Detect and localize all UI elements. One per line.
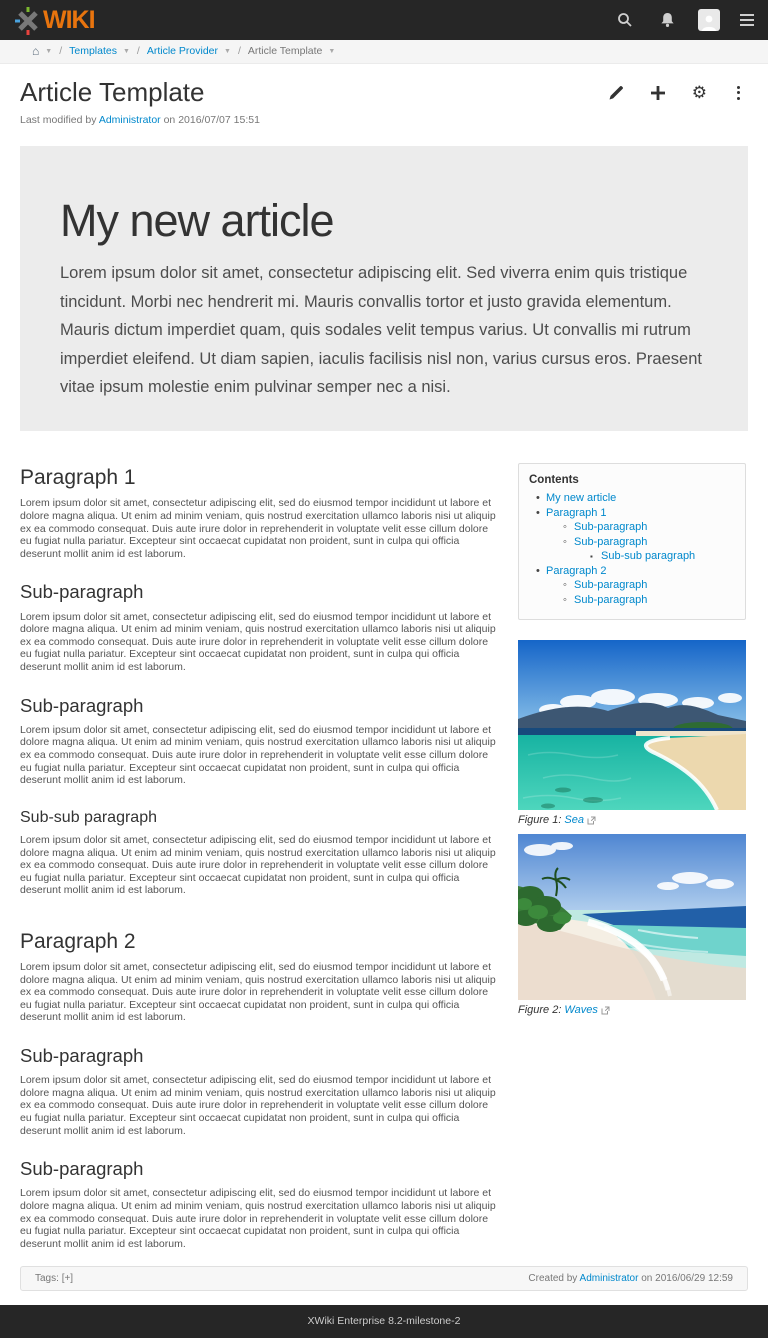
section-heading: Sub-paragraph xyxy=(20,1045,144,1067)
chevron-down-icon[interactable]: ▼ xyxy=(328,47,336,55)
chevron-down-icon[interactable]: ▼ xyxy=(45,47,53,55)
toc-item: ▪ Sub-sub paragraph xyxy=(529,549,735,564)
modified-prefix: Last modified by xyxy=(20,113,97,126)
top-bar xyxy=(0,0,768,40)
modified-user-link[interactable]: Administrator xyxy=(98,113,161,126)
settings-gear-icon[interactable]: ⚙ xyxy=(691,83,707,102)
created-user-link[interactable]: Administrator xyxy=(579,1273,639,1285)
section-sub-paragraph xyxy=(20,695,500,787)
xwiki-logo[interactable] xyxy=(14,5,95,35)
figure-waves xyxy=(518,834,746,1016)
drawer-menu-icon[interactable] xyxy=(740,14,754,26)
section-text: Lorem ipsum dolor sit amet, consectetur adipiscing elit, sed do eiusmod tempor incididunt ut labore et dolore magna aliqua. Ut enim ad minim veniam, quis nostrud exercitation ullamco laboris nisi ut aliquip ex ea commodo consequat. Duis aute irure dolor in reprehenderit in voluptate velit esse cillum dolore eu fugiat nulla pariatur. Excepteur sint occaecat cupidatat non proident, sunt in culpa qui officia deserunt mollit anim id est laborum. xyxy=(20,610,496,673)
more-actions-kebab-icon[interactable] xyxy=(733,85,744,101)
toc-item: • My new article xyxy=(529,491,735,506)
waves-beach-image xyxy=(518,834,746,1000)
section-text: Lorem ipsum dolor sit amet, consectetur adipiscing elit, sed do eiusmod tempor incididunt ut labore et dolore magna aliqua. Ut enim ad minim veniam, quis nostrud exercitation ullamco laboris nisi ut aliquip ex ea commodo consequat. Duis aute irure dolor in reprehenderit in voluptate velit esse cillum dolore eu fugiat nulla pariatur. Excepteur sint occaecat cupidatat non proident, sunt in culpa qui officia deserunt mollit anim id est laborum. xyxy=(20,833,496,897)
section-paragraph-1 xyxy=(20,465,500,560)
figure-caption xyxy=(518,814,746,826)
modified-suffix: on 2016/07/07 15:51 xyxy=(163,113,260,126)
section-sub-paragraph xyxy=(20,581,500,673)
home-icon[interactable]: ⌂ xyxy=(32,44,40,58)
search-icon[interactable] xyxy=(614,9,636,31)
figure-label: Figure 2: xyxy=(518,1004,562,1017)
doc-actions xyxy=(608,84,744,101)
external-link-icon xyxy=(601,1006,610,1015)
article-body xyxy=(20,463,500,1250)
section-paragraph-2 xyxy=(20,929,500,1024)
toc-item: • Paragraph 2 xyxy=(529,564,735,579)
user-avatar[interactable] xyxy=(698,9,720,31)
section-text: Lorem ipsum dolor sit amet, consectetur adipiscing elit, sed do eiusmod tempor incididunt ut labore et dolore magna aliqua. Ut enim ad minim veniam, quis nostrud exercitation ullamco laboris nisi ut aliquip ex ea commodo consequat. Duis aute irure dolor in reprehenderit in voluptate velit esse cillum dolore eu fugiat nulla pariatur. Excepteur sint occaecat cupidatat non proident, sunt in culpa qui officia deserunt mollit anim id est laborum. xyxy=(20,497,496,560)
version-text: XWiki Enterprise 8.2-milestone-2 xyxy=(307,1315,461,1328)
toc-item: • Paragraph 1 xyxy=(529,506,735,521)
brand-text: WIKI xyxy=(43,5,95,34)
sidebar xyxy=(518,463,746,1016)
edit-pencil-icon[interactable] xyxy=(608,85,624,101)
tags-area xyxy=(35,1273,73,1284)
figure-label: Figure 1: xyxy=(518,814,562,827)
section-heading: Sub-paragraph xyxy=(20,1158,144,1180)
section-text: Lorem ipsum dolor sit amet, consectetur adipiscing elit, sed do eiusmod tempor incididunt ut labore et dolore magna aliqua. Ut enim ad minim veniam, quis nostrud exercitation ullamco laboris nisi ut aliquip ex ea commodo consequat. Duis aute irure dolor in reprehenderit in voluptate velit esse cillum dolore eu fugiat nulla pariatur. Excepteur sint occaecat cupidatat non proident, sunt in culpa qui officia deserunt mollit anim id est laborum. xyxy=(20,1074,496,1137)
breadcrumb xyxy=(0,40,768,64)
breadcrumb-separator: / xyxy=(59,45,63,57)
section-sub-paragraph xyxy=(20,1158,500,1250)
xwiki-x-icon xyxy=(14,5,42,35)
section-heading: Paragraph 1 xyxy=(20,466,136,490)
section-sub-paragraph xyxy=(20,1045,500,1137)
add-tag-button[interactable]: [+] xyxy=(61,1273,74,1285)
document-meta-bar xyxy=(20,1266,748,1291)
site-footer xyxy=(0,1305,768,1338)
section-heading: Paragraph 2 xyxy=(20,929,136,953)
section-heading: Sub-paragraph xyxy=(20,694,144,716)
section-text: Lorem ipsum dolor sit amet, consectetur adipiscing elit, sed do eiusmod tempor incididunt ut labore et dolore magna aliqua. Ut enim ad minim veniam, quis nostrud exercitation ullamco laboris nisi ut aliquip ex ea commodo consequat. Duis aute irure dolor in reprehenderit in voluptate velit esse cillum dolore eu fugiat nulla pariatur. Excepteur sint occaecat cupidatat non proident, sunt in culpa qui officia deserunt mollit anim id est laborum. xyxy=(20,723,496,787)
toc-item: ◦ Sub-paragraph xyxy=(529,593,735,608)
chevron-down-icon[interactable]: ▼ xyxy=(224,47,231,55)
hero-body: Lorem ipsum dolor sit amet, consectetur adipiscing elit. Sed viverra enim quis tristique tincidunt. Morbi nec hendrerit mi. Mauris convallis tortor et justo gravida elementum. Mauris dictum imperdiet quam, quis sodales velit tempus varius. Ut convallis mi rutrum imperdiet eleifend. Ut diam sapien, iaculis facilisis nisl non, varius cursus eros. Praesent vitae ipsum molestie enim pulvinar semper nec a nisi. xyxy=(60,264,702,396)
chevron-down-icon[interactable]: ▼ xyxy=(122,47,130,55)
tags-label: Tags: xyxy=(35,1273,59,1285)
table-of-contents xyxy=(518,463,746,620)
section-sub-sub-paragraph xyxy=(20,808,500,897)
created-prefix: Created by xyxy=(528,1273,578,1285)
breadcrumb-separator: / xyxy=(136,45,140,57)
sea-beach-image xyxy=(518,640,746,810)
page-title: Article Template xyxy=(20,77,205,107)
created-line xyxy=(528,1273,733,1284)
toc-item: ◦ Sub-paragraph xyxy=(529,578,735,593)
breadcrumb-item-article-provider[interactable]: Article Provider xyxy=(146,45,219,57)
toc-item: ◦ Sub-paragraph xyxy=(529,535,735,550)
sea-link[interactable]: Sea xyxy=(564,814,584,827)
section-heading: Sub-sub paragraph xyxy=(20,808,157,826)
hero-title: My new article xyxy=(60,194,334,246)
section-text: Lorem ipsum dolor sit amet, consectetur adipiscing elit, sed do eiusmod tempor incididunt ut labore et dolore magna aliqua. Ut enim ad minim veniam, quis nostrud exercitation ullamco laboris nisi ut aliquip ex ea commodo consequat. Duis aute irure dolor in reprehenderit in voluptate velit esse cillum dolore eu fugiat nulla pariatur. Excepteur sint occaecat cupidatat non proident, sunt in culpa qui officia deserunt mollit anim id est laborum. xyxy=(20,961,496,1024)
breadcrumb-item-article-template: Article Template xyxy=(247,45,323,57)
created-suffix: on 2016/06/29 12:59 xyxy=(641,1273,733,1285)
create-plus-icon[interactable] xyxy=(650,85,666,101)
figure-sea xyxy=(518,640,746,826)
breadcrumb-separator: / xyxy=(237,45,241,57)
breadcrumb-item-templates[interactable]: Templates xyxy=(69,45,117,57)
section-text: Lorem ipsum dolor sit amet, consectetur adipiscing elit, sed do eiusmod tempor incididunt ut labore et dolore magna aliqua. Ut enim ad minim veniam, quis nostrud exercitation ullamco laboris nisi ut aliquip ex ea commodo consequat. Duis aute irure dolor in reprehenderit in voluptate velit esse cillum dolore eu fugiat nulla pariatur. Excepteur sint occaecat cupidatat non proident, sunt in culpa qui officia deserunt mollit anim id est laborum. xyxy=(20,1187,496,1250)
notifications-bell-icon[interactable] xyxy=(656,9,678,31)
waves-link[interactable]: Waves xyxy=(564,1004,598,1017)
figure-caption xyxy=(518,1004,746,1016)
last-modified-line xyxy=(20,114,748,126)
article-hero xyxy=(20,146,748,431)
external-link-icon xyxy=(587,816,596,825)
toc-title: Contents xyxy=(529,474,579,487)
toc-item: ◦ Sub-paragraph xyxy=(529,520,735,535)
section-heading: Sub-paragraph xyxy=(20,581,144,603)
